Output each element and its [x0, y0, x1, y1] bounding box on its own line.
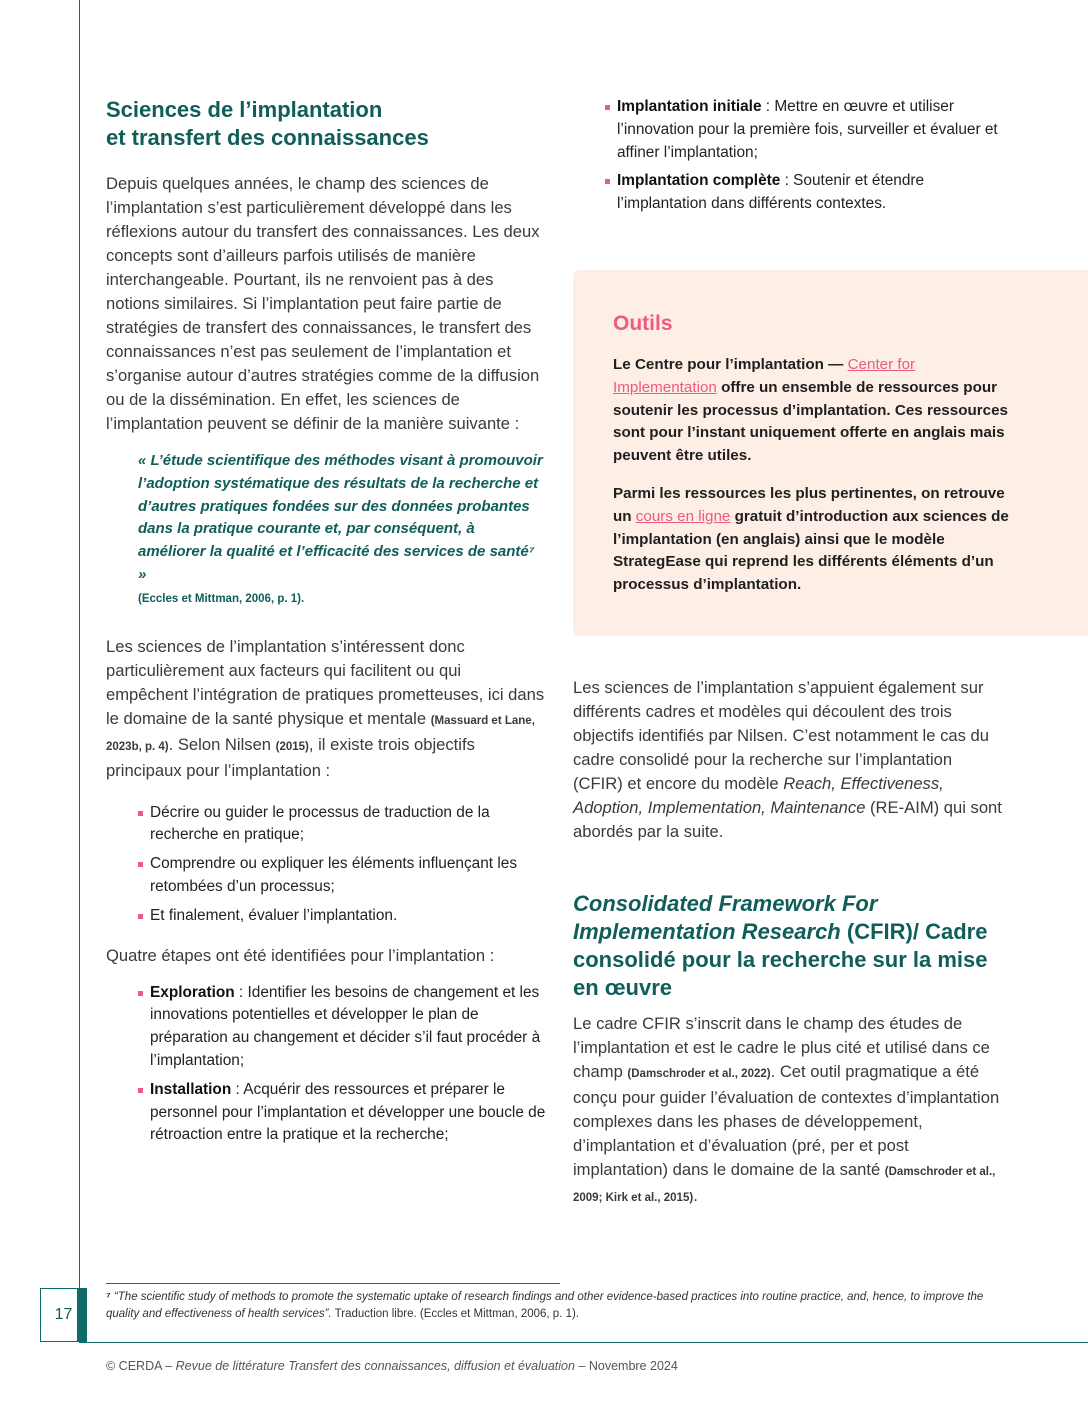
- page-number-bar: [77, 1288, 87, 1342]
- factors-paragraph: Les sciences de l’implantation s’intéressent donc particulièrement aux facteurs qui facilitent ou qui empêchent l’intégration de pratiques prometteuses, ici dans le domaine de la santé physique et mentale (Massuard et Lane, 2023b, p. 4). Selon Nilsen (2015), il existe trois objectifs principaux pour l’implantation :: [106, 636, 545, 780]
- footer-rule: [79, 1342, 1088, 1343]
- outils-text: Le Centre pour l’implantation — Center for Implementation offre un ensemble de ressources pour soutenir les processus d’implantation. Ces ressources sont pour l’instant uniquement offerte en anglais mais peuvent être utiles. Parmi les ressources les plus pertinentes, on retrouve un cours en ligne gratuit d’introduction aux sciences de l’implantation (en anglais) ainsi que le modèle StrategEase qui reprend les différents éléments d’un processus d’implantation.: [613, 356, 1009, 594]
- left-column: [106, 96, 546, 1153]
- right-column-lower: [573, 676, 1005, 1210]
- page-footer: © CERDA – Revue de littérature Transfert des connaissances, diffusion et évaluation – Novembre 2024: [106, 1359, 678, 1373]
- online-course-link[interactable]: cours en ligne: [635, 507, 731, 525]
- cfir-paragraph: Le cadre CFIR s’inscrit dans le champ des études de l’implantation et est le cadre le plus cité et utilisé dans ce champ (Damschroder et al., 2022). Cet outil pragmatique a été conçu pour guider l’évaluation de contextes d’implantation complexes dans les phases de développement, d’implantation et d’évaluation (pré, per et post implantation) dans le domaine de la santé (Damschroder et al., 2009; Kirk et al., 2015).: [573, 1014, 1000, 1205]
- outils-callout: [573, 270, 1088, 636]
- list-item: Décrire ou guider le processus de traduction de la recherche en pratique;: [138, 802, 546, 848]
- footnote-rule: [106, 1283, 560, 1284]
- list-item: Exploration : Identifier les besoins de changement et les innovations potentielles et développer le plan de préparation au changement et décider s’il faut procéder à l’implantation;: [138, 982, 546, 1073]
- outils-title: Outils: [613, 312, 673, 335]
- page-number: 17: [54, 1306, 73, 1323]
- quote-citation: (Eccles et Mittman, 2006, p. 1).: [138, 592, 305, 605]
- left-margin-rule: [79, 0, 80, 1343]
- list-item: Implantation initiale : Mettre en œuvre et utiliser l’innovation pour la première fois, surveiller et évaluer et affiner l’implantation;: [605, 96, 1015, 164]
- list-item: Comprendre ou expliquer les éléments influençant les retombées d’un processus;: [138, 853, 546, 899]
- steps-list-continued: [605, 96, 1015, 216]
- page-number-box: [40, 1288, 87, 1342]
- citation: (Damschroder et al., 2022): [627, 1068, 771, 1080]
- frameworks-paragraph: Les sciences de l’implantation s’appuient également sur différents cadres et modèles qui découlent des trois objectifs identifiés par Nilsen. C’est notamment le cas du cadre consolidé pour la recherche sur l’implantation (CFIR) et encore du modèle Reach, Effectiveness, Adoption, Implementation, Maintenance (RE-AIM) qui sont abordés par la suite.: [573, 678, 1002, 841]
- citation: (2015): [275, 740, 309, 753]
- list-item: Et finalement, évaluer l’implantation.: [138, 905, 546, 928]
- footnote: ⁷ “The scientific study of methods to promote the systematic uptake of research findings and other evidence-based practices into routine practice, and, hence, to improve the quality and effectiveness of health services”. Traduction libre. (Eccles et Mittman, 2006, p. 1).: [106, 1291, 984, 1320]
- list-item: Installation : Acquérir des ressources et préparer le personnel pour l’implantation et développer une boucle de rétroaction entre la pratique et la recherche;: [138, 1079, 546, 1147]
- steps-list: [138, 982, 546, 1148]
- center-for-implementation-link[interactable]: Center for Implementation: [613, 356, 916, 396]
- definition-quote: « L’étude scientifique des méthodes visant à promouvoir l’adoption systématique des résultats de la recherche et d’autres pratiques fondées sur des données probantes dans la pratique courante et, par conséquent, à améliorer la qualité et l’efficacité des services de santé⁷ » (Eccles et Mittman, 2006, p. 1).: [138, 452, 543, 605]
- list-item: Implantation complète : Soutenir et étendre l’implantation dans différents contextes.: [605, 170, 1015, 216]
- intro-paragraph: Depuis quelques années, le champ des sciences de l’implantation s’est particulièrement développé dans les réflexions autour du transfert des connaissances. Les deux concepts sont d’ailleurs parfois utilisés de manière interchangeable. Pourtant, ils ne renvoient pas à des notions similaires. Si l’implantation peut faire partie de stratégies de transfert des connaissances, le transfert des connaissances n’est pas seulement de l’implantation et s’organise autour d’autres stratégies comme de la diffusion ou de la dissémination. En effet, les sciences de l’implantation peuvent se définir de la manière suivante :: [106, 174, 540, 433]
- right-column-steps: [605, 96, 1015, 222]
- citation: (Damschroder et al., 2009; Kirk et al., 2015): [573, 1166, 996, 1204]
- objectives-list: [138, 802, 546, 928]
- section-heading: Sciences de l’implantation et transfert des connaissances: [106, 97, 429, 150]
- citation: (Massuard et Lane, 2023b, p. 4): [106, 714, 535, 753]
- cfir-heading: Consolidated Framework For Implementation Research (CFIR)/ Cadre consolidé pour la recherche sur la mise en œuvre: [573, 891, 988, 1000]
- steps-intro: Quatre étapes ont été identifiées pour l’implantation :: [106, 945, 495, 965]
